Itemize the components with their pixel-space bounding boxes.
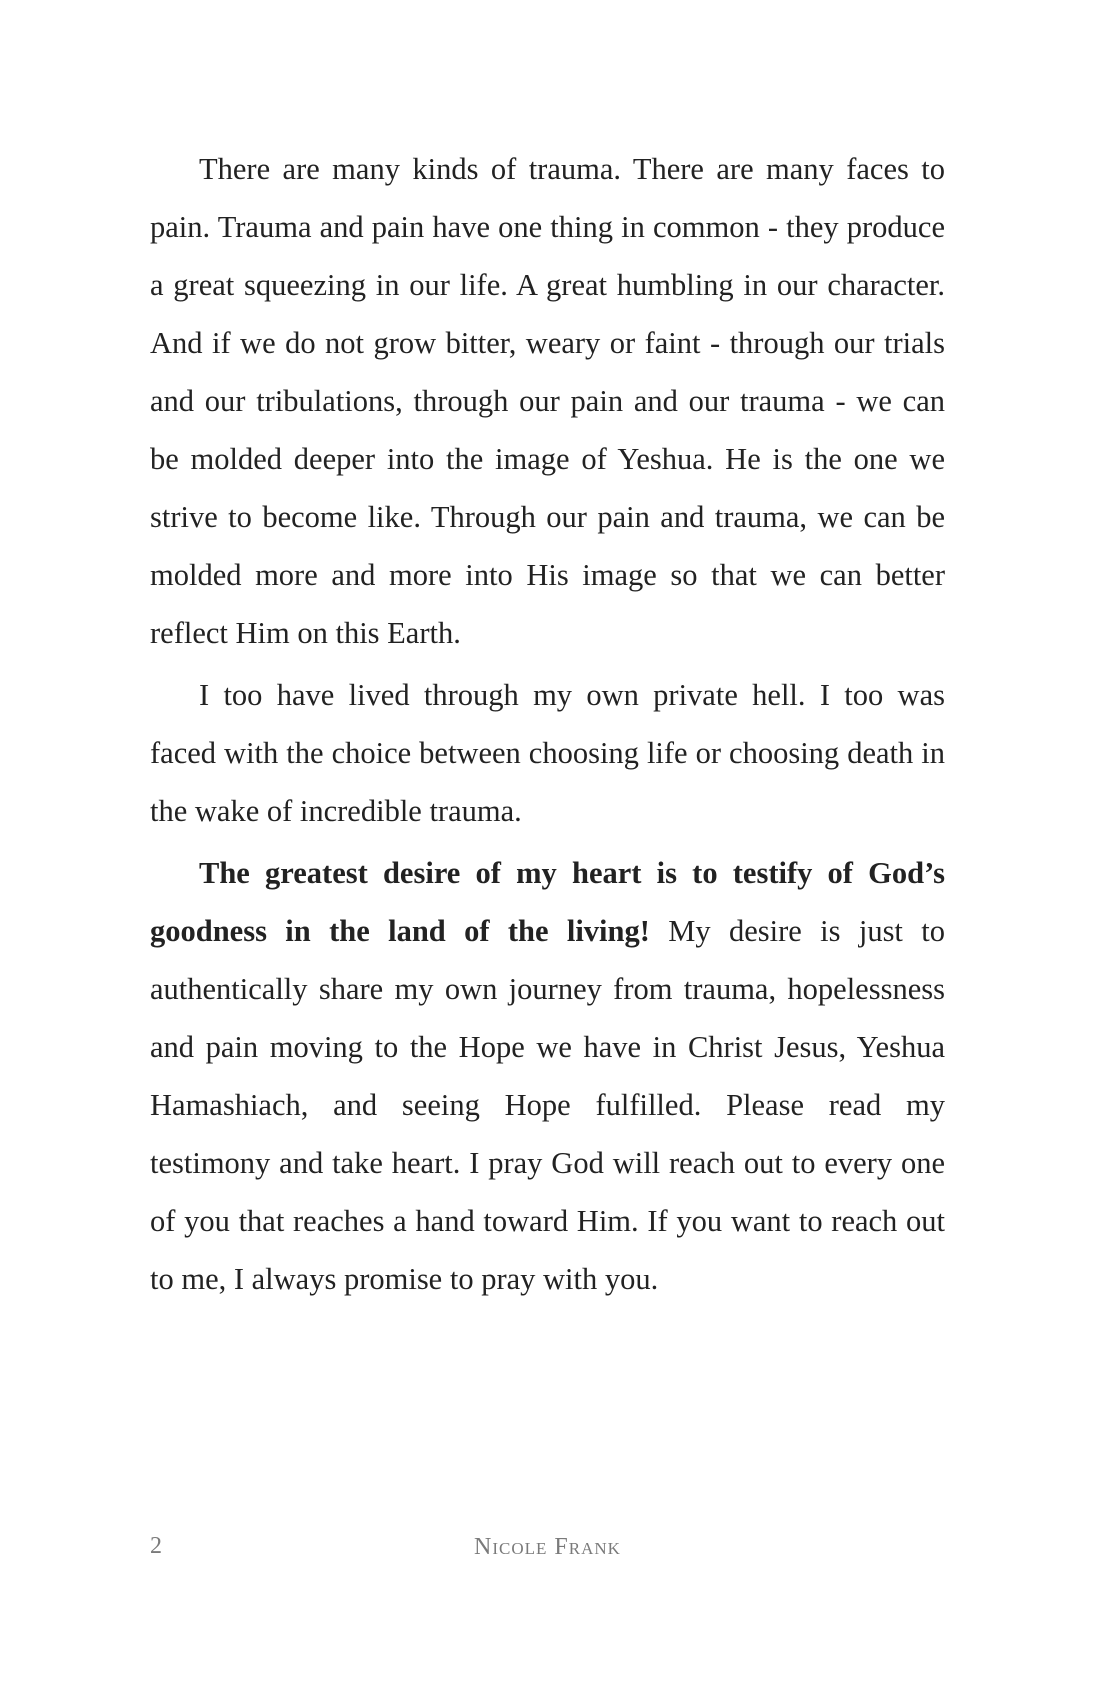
- running-head-author: Nicole Frank: [474, 1534, 621, 1560]
- paragraph-1: [150, 140, 945, 662]
- paragraph-2-text: I too have lived through my own private hell. I too was faced with the choice between choosing life or choosing death in the wake of incredible trauma.: [150, 678, 945, 828]
- paragraph-3-bold-lead: The greatest desire of my heart is to testify of God’s goodness in the land of the living!: [150, 856, 945, 948]
- body-text: [150, 140, 945, 1312]
- paragraph-3-text: My desire is just to authentically share my own journey from trauma, hopelessness and pain moving to the Hope we have in Christ Jesus, Yeshua Hamashiach, and seeing Hope fulfilled. Please read my testimony and take heart. I pray God will reach out to every one of you that reaches a hand toward Him. If you want to reach out to me, I always promise to pray with you.: [150, 914, 945, 1296]
- page-number: 2: [150, 1533, 162, 1559]
- paragraph-2: [150, 666, 945, 840]
- paragraph-3: [150, 844, 945, 1308]
- paragraph-1-text: There are many kinds of trauma. There are many faces to pain. Trauma and pain have one thing in common - they produce a great squeezing in our life. A great humbling in our character. And if we do not grow bitter, weary or faint - through our trials and our tribulations, through our pain and our trauma - we can be molded deeper into the image of Yeshua. He is the one we strive to become like. Through our pain and trauma, we can be molded more and more into His image so that we can better reflect Him on this Earth.: [150, 152, 945, 650]
- page-footer: [150, 1533, 945, 1567]
